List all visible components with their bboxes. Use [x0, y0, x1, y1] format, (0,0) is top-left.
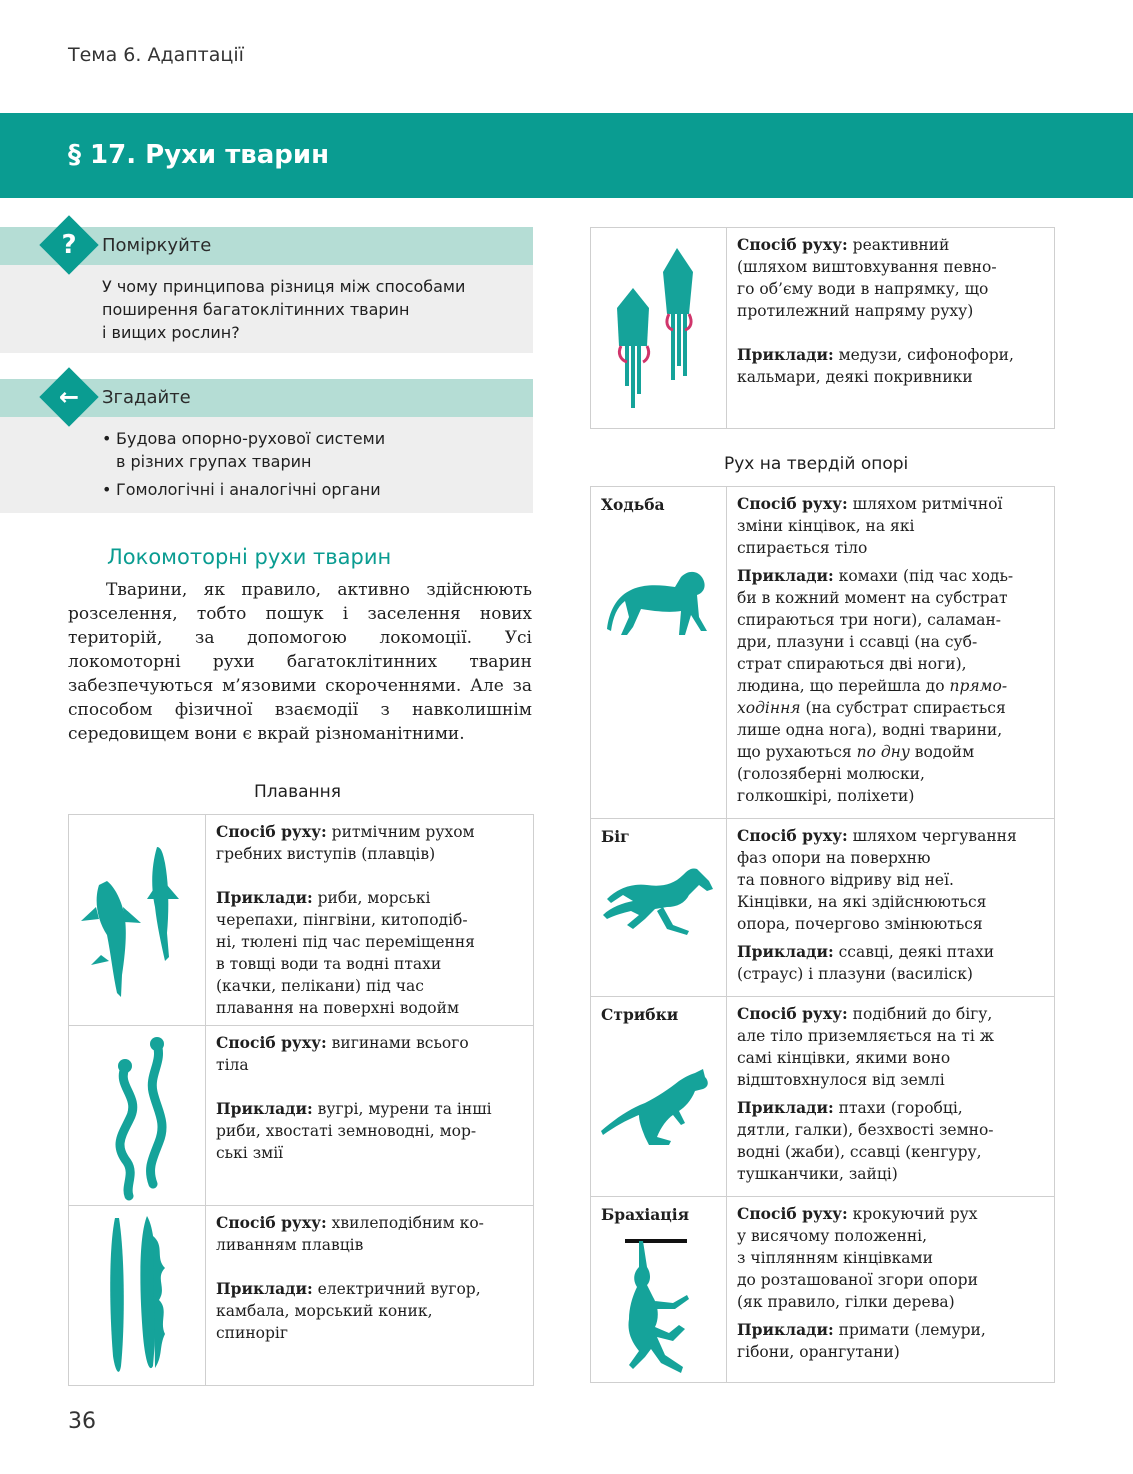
electric-eel-icon — [69, 1206, 206, 1386]
squid-icon — [591, 228, 727, 429]
table-row — [591, 487, 1055, 819]
land-table — [590, 486, 1055, 1383]
page-number: 36 — [68, 1409, 96, 1434]
swim-wave-text: Спосіб руху: хвилеподібним ко- ливанням плавців Приклади: електричний вугор, камбала, морський коник, спиноріг — [216, 1213, 484, 1342]
walking-text: Спосіб руху: шляхом ритмічної зміни кінцівок, на які спирається тіло Приклади: комахи (під час ходь- би в кожний момент на субстрат спираються три ноги), саламан- дри, плазуни і ссавці (на суб- страт спираються дві ноги), людина, що перейшла до прямо- ходіння (на субстрат спирається лише одна нога), водні тварини, що рухаються по дну водойм (голозяберні молюски, голкошкірі, поліхети) — [737, 494, 1014, 805]
question-icon: ? — [61, 230, 77, 260]
running-head: Тема 6. Адаптації — [68, 44, 244, 66]
table-row — [591, 819, 1055, 997]
monkey-icon — [599, 557, 719, 647]
eel-icon — [69, 1026, 206, 1206]
table-row — [69, 815, 534, 1026]
think-line: і вищих рослин? — [102, 323, 240, 342]
running-text: Спосіб руху: шляхом чергування фаз опори на поверхню та повного відриву від неї. Кінцівки, на які здійснюються опора, почергово змінюються Приклади: ссавці, деякі птахи (страус) і плазуни (василіск) — [737, 826, 1017, 983]
jumping-cell — [591, 997, 727, 1197]
row-name: Ходьба — [601, 495, 665, 514]
running-cell — [591, 819, 727, 997]
table-row — [591, 228, 1055, 429]
intro-paragraph: Тварини, як правило, активно здійснюють розселення, тобто пошук і заселення нових територій, за допомогою локомоції. Усі локомоторні рухи багатоклітинних тварин забезпечуються м’язовими скороченнями. Але за способом фізичної взаємодії з навколишнім середовищем вони є вкрай різноманітними. — [68, 580, 532, 744]
think-callout — [0, 227, 533, 353]
gibbon-icon — [607, 1237, 717, 1377]
table-row — [591, 997, 1055, 1197]
arrow-left-icon: ← — [58, 383, 80, 411]
row-name: Біг — [601, 827, 630, 846]
page-title: § 17. Рухи тварин — [68, 140, 330, 170]
recall-label: Згадайте — [102, 387, 191, 408]
recall-callout — [0, 379, 533, 513]
jet-text: Спосіб руху: реактивний (шляхом виштовхування певно- го об’єму води в напрямку, що протилежний напряму руху) Приклади: медузи, сифонофори, кальмари, деякі покривники — [737, 235, 1014, 386]
walking-cell — [591, 487, 727, 819]
jumping-text: Спосіб руху: подібний до бігу, але тіло приземляється на ті ж самі кінцівки, якими воно відштовхнулося від землі Приклади: птахи (горобці, дятли, галки), безхвості земно- водні (жаби), ссавці (кенгуру, тушканчики, зайці) — [737, 1004, 995, 1183]
brachiation-cell — [591, 1197, 727, 1383]
horse-icon — [597, 859, 721, 939]
recall-item: • Будова опорно-рухової системи в різних групах тварин — [102, 427, 522, 473]
section-title: Локомоторні рухи тварин — [107, 545, 392, 569]
table-row — [591, 1197, 1055, 1383]
jet-table — [590, 227, 1055, 429]
think-text — [102, 275, 465, 344]
row-name: Стрибки — [601, 1005, 679, 1024]
table-row — [69, 1206, 534, 1386]
think-label: Поміркуйте — [102, 235, 212, 256]
think-line: поширення багатоклітинних тварин — [102, 300, 410, 319]
think-line: У чому принципова різниця між способами — [102, 277, 466, 296]
swim-body-text: Спосіб руху: вигинами всього тіла Приклади: вугрі, мурени та інші риби, хвостаті земноводні, мор- ські змії — [216, 1033, 492, 1162]
brachiation-text: Спосіб руху: крокуючий рух у висячому положенні, з чіплянням кінцівками до розташованої згори опори (як правило, гілки дерева) Приклади: примати (лемури, гібони, орангутани) — [737, 1204, 986, 1361]
land-caption: Рух на твердій опорі — [724, 454, 909, 474]
swim-fins-text: Спосіб руху: ритмічним рухом гребних виступів (плавців) Приклади: риби, морські черепахи, пінгвіни, китоподіб- ні, тюлені під час переміщення в товщі води та водні птахи (качки, пелікани) під час плавання на поверхні водойм — [216, 822, 475, 1017]
swimming-caption: Плавання — [254, 782, 341, 802]
recall-list — [102, 427, 522, 506]
fish-icon — [69, 815, 206, 1026]
row-name: Брахіація — [601, 1205, 690, 1224]
table-row — [69, 1026, 534, 1206]
recall-item: • Гомологічні і аналогічні органи — [102, 478, 522, 501]
kangaroo-icon — [599, 1067, 719, 1157]
swimming-table — [68, 814, 534, 1386]
